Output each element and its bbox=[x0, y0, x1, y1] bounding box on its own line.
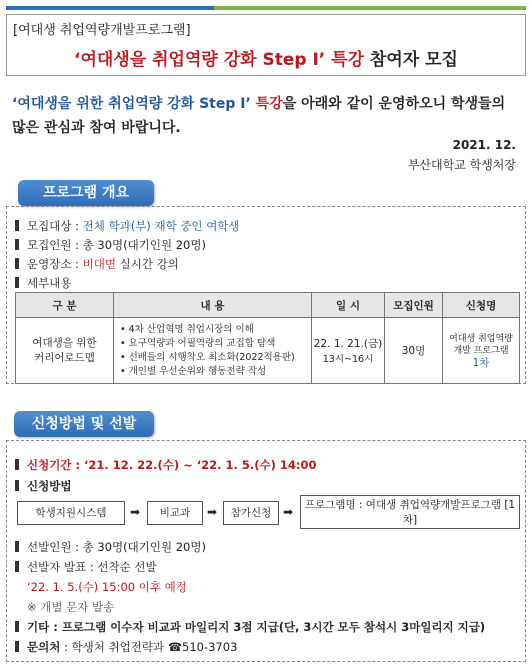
col-header: 구 분 bbox=[16, 293, 114, 318]
flow-step: 비교과 bbox=[147, 501, 203, 525]
issuer: 부산대학교 학생처장 bbox=[407, 158, 516, 172]
col-header: 일 시 bbox=[312, 293, 385, 318]
apply-flow: 학생지원시스템 ➡ 비교과 ➡ 참가신청 ➡ 프로그램명 : 여대생 취업역량개발프로그램 [1차] bbox=[15, 501, 520, 527]
table-row: 여대생을 위한 커리어로드맵 • 4차 산업혁명 취업시장의 이해 • 요구역량과 어필역량의 교집합 탐색 • 선배들의 시행착오 최소화(2022적용판) • 개인별 우선순위와 행동전략 작성 22. 1. 21.(금) 13시~16시 30명 여대생 취업역량개발 프로그램 1차 bbox=[16, 318, 520, 384]
notice: ※ 개별 문자 발송 bbox=[27, 600, 115, 614]
announce-row: 선발자 발표 : 선착순 선발 bbox=[15, 559, 157, 575]
target-row: 모집대상 : 전체 학과(부) 재학 중인 여학생 bbox=[15, 218, 240, 234]
contact-row: 문의처 : 학생처 취업전략과 ☎510-3703 bbox=[15, 639, 237, 655]
flow-step: 프로그램명 : 여대생 취업역량개발프로그램 [1차] bbox=[300, 495, 520, 529]
selection-row: 선발인원 : 총 30명(대기인원 20명) bbox=[15, 539, 206, 555]
overview-panel bbox=[6, 206, 526, 384]
title-box bbox=[6, 14, 526, 76]
program-category: [여대생 취업역량개발프로그램] bbox=[13, 23, 191, 38]
detail-row: 세부내용 bbox=[15, 275, 71, 291]
count-row: 모집인원 : 총 30명(대기인원 20명) bbox=[15, 237, 206, 253]
flow-step: 참가신청 bbox=[223, 501, 279, 525]
program-table bbox=[15, 292, 520, 384]
top-color-bar bbox=[6, 6, 526, 10]
overview-heading: 프로그램 개요 bbox=[18, 180, 154, 206]
period-row: 신청기간 : ‘21. 12. 22.(수) ~ ‘22. 1. 5.(수) 14:00 bbox=[15, 457, 317, 473]
notice-date: 2021. 12. bbox=[452, 138, 516, 152]
col-header: 신청명 bbox=[443, 293, 520, 318]
col-header: 모집인원 bbox=[385, 293, 443, 318]
intro-paragraph: ‘여대생을 위한 취업역량 강화 Step I’ 특강을 아래와 같이 운영하오니 학생들의 많은 관심과 참여 바랍니다. bbox=[12, 96, 506, 136]
etc-row: 기타 : 프로그램 이수자 비교과 마일리지 3점 지급(단, 3시간 모두 참석시 3마일리지 지급) bbox=[15, 619, 485, 635]
apply-panel bbox=[6, 440, 526, 662]
page-title: ‘여대생을 취업역량 강화 Step I’ 특강 참여자 모집 bbox=[74, 50, 458, 70]
method-row: 신청방법 bbox=[15, 478, 71, 494]
col-header: 내 용 bbox=[114, 293, 312, 318]
announce-date: ‘22. 1. 5.(수) 15:00 이후 예정 bbox=[27, 580, 187, 594]
apply-heading: 신청방법 및 선발 bbox=[14, 411, 154, 437]
place-row: 운영장소 : 비대면 실시간 강의 bbox=[15, 256, 179, 272]
flow-step: 학생지원시스템 bbox=[17, 501, 125, 525]
